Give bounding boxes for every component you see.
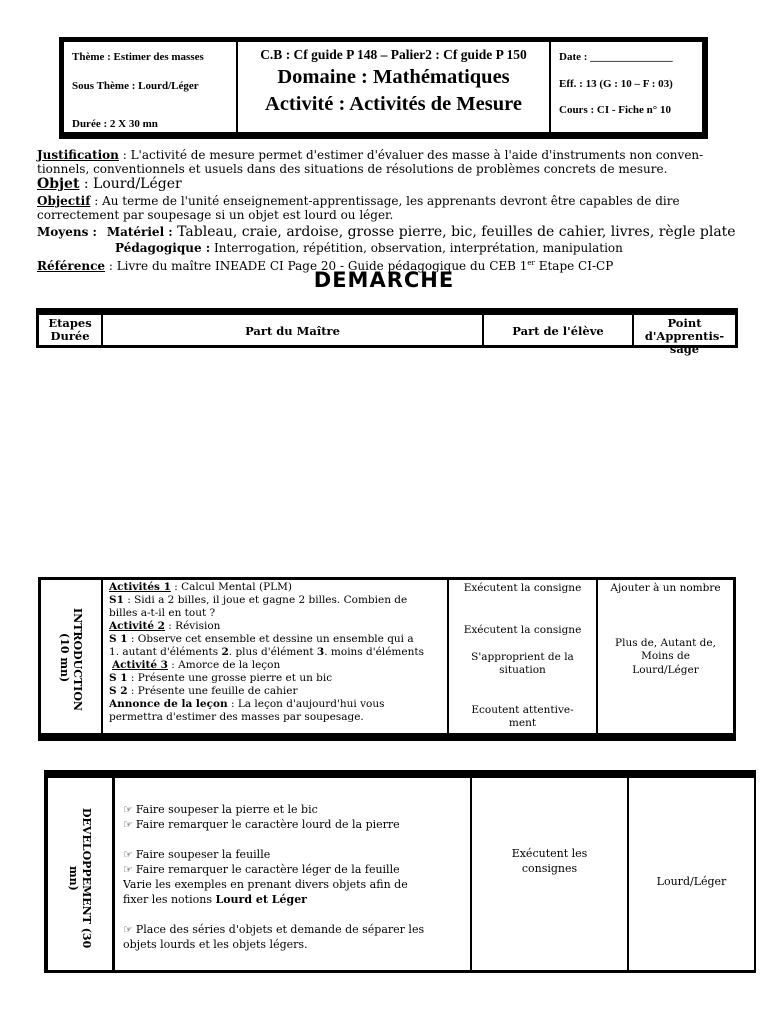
intro-eleve4 xyxy=(449,704,596,730)
text2: . plus d'élément xyxy=(228,646,317,658)
dev-line8: objets lourds et les objets légers. xyxy=(123,938,308,951)
intro-label-text: INTRODUCTION xyxy=(71,608,84,711)
dev-label-cell xyxy=(48,778,114,970)
objet-line xyxy=(37,177,182,191)
cours-text: Cours : CI - Fiche n° 10 xyxy=(559,104,671,116)
a2-s1-line2 xyxy=(109,646,447,659)
intro-eleve1: Exécutent la consigne xyxy=(463,582,582,594)
dev-line7: Place des séries d'objets et demande de séparer les xyxy=(135,923,425,936)
intro-point-cell xyxy=(598,580,733,733)
theme-text: Thème : Estimer des masses xyxy=(72,51,204,63)
dev-maitre-cell xyxy=(114,778,472,970)
justification-label: Justification xyxy=(37,148,119,162)
eff-text: Eff. : 13 (G : 10 – F : 03) xyxy=(559,78,673,90)
dev-line5: Varie les exemples en prenant divers objets afin de xyxy=(123,878,408,891)
annonce-text: : La leçon d'aujourd'hui vous xyxy=(227,698,385,710)
dev-line1: Faire soupeser la pierre et le bic xyxy=(135,803,318,816)
justification-line1 xyxy=(37,148,703,162)
dev-point: Lourd/Léger xyxy=(656,875,727,888)
annonce-label: Annonce de la leçon xyxy=(109,698,228,710)
materiel-value: Tableau, craie, ardoise, grosse pierre, bic, feuilles de cahier, livres, règle plate xyxy=(172,224,736,240)
intro-eleve2: Exécutent la consigne xyxy=(463,624,582,636)
intro-eleve4a: Ecoutent attentive- xyxy=(471,704,574,716)
pedagogique-line xyxy=(115,241,623,255)
intro-duration: (10 mn) xyxy=(58,633,71,683)
domaine-title: Domaine : Mathématiques xyxy=(277,66,510,88)
header-point1: Point d'Apprentis- xyxy=(644,316,725,343)
a3-s1-label: S 1 xyxy=(109,672,128,684)
dev-eleve1: Exécutent les xyxy=(511,847,588,860)
a3-s2-text: : Présente une feuille de cahier xyxy=(127,685,298,697)
header-point-cell xyxy=(634,315,735,356)
dev-line2: Faire remarquer le caractère lourd de la pierre xyxy=(135,818,400,831)
reference-value: : Livre du maître INEADE CI Page 20 - Guide pédagogique du CEB 1 xyxy=(105,259,528,273)
intro-eleve3 xyxy=(449,651,596,677)
objectif-line2: correctement par soupesage si un objet est lourd ou léger. xyxy=(37,208,394,222)
pointing-hand-icon: ☞ xyxy=(123,923,133,936)
table-header xyxy=(36,308,738,356)
header-title-cell xyxy=(238,42,551,132)
activite1-rest: : Calcul Mental (PLM) xyxy=(170,581,292,593)
text1: . autant d'éléments xyxy=(115,646,222,658)
duree-text: Durée : 2 X 30 mn xyxy=(72,118,158,130)
num1: 1 xyxy=(109,646,116,658)
dev-line6a: fixer les notions xyxy=(123,893,216,906)
header-duree: Durée xyxy=(50,329,90,343)
date-text: Date : _______________ xyxy=(559,51,673,63)
intro-point2a: Plus de, Autant de, xyxy=(615,637,716,649)
objet-value: : Lourd/Léger xyxy=(79,176,182,192)
header-etapes-cell xyxy=(39,315,103,345)
intro-maitre-cell xyxy=(103,580,449,733)
activite1-title: Activités 1 xyxy=(109,581,171,593)
dev-duration: mn) xyxy=(67,865,80,891)
pointing-hand-icon: ☞ xyxy=(123,803,133,816)
intro-point2b: Moins de xyxy=(641,650,690,662)
activite-title: Activité : Activités de Mesure xyxy=(265,93,522,115)
text3: . moins d'éléments xyxy=(324,646,424,658)
activite3-rest: : Amorce de la leçon xyxy=(167,659,281,671)
intro-eleve3a: S'approprient de la xyxy=(471,651,574,663)
reference-label: Référence xyxy=(37,259,106,273)
dev-table xyxy=(44,770,756,973)
reference-tail: Etape CI-CP xyxy=(534,259,614,273)
moyens-label: Moyens : xyxy=(37,225,97,239)
dev-line6b: Lourd et Léger xyxy=(215,893,307,906)
activite2-title: Activité 2 xyxy=(109,620,165,632)
justification-line2: tionnels, conventionnels et usuels dans des situations de résolutions de problèmes concrets de mesure. xyxy=(37,162,668,176)
num3: 3 xyxy=(316,646,325,658)
dev-point-cell xyxy=(629,778,756,970)
justification-text: : L'activité de mesure permet d'estimer d'évaluer des masse à l'aide d'instruments non conven- xyxy=(118,148,704,162)
activite3-title: Activité 3 xyxy=(112,659,168,671)
pedagogique-label: Pédagogique : xyxy=(115,241,211,255)
pedagogique-value: Interrogation, répétition, observation, interprétation, manipulation xyxy=(210,241,623,255)
a2-s1-label: S 1 xyxy=(109,633,128,645)
header-eleve: Part de l'élève xyxy=(484,315,634,345)
pointing-hand-icon: ☞ xyxy=(123,818,133,831)
intro-eleve3b: situation xyxy=(499,664,546,676)
dev-line3: Faire soupeser la feuille xyxy=(135,848,271,861)
header-point2: sage xyxy=(669,342,700,356)
intro-point1: Ajouter à un nombre xyxy=(610,582,721,594)
intro-eleve4b: ment xyxy=(508,717,537,729)
pointing-hand-icon: ☞ xyxy=(123,863,133,876)
objectif-label: Objectif xyxy=(37,194,91,208)
sous-theme-text: Sous Thème : Lourd/Léger xyxy=(72,80,199,92)
intro-table xyxy=(38,577,736,741)
header-info-cell xyxy=(551,42,702,132)
objet-label: Objet xyxy=(37,176,80,192)
cb-text: C.B : Cf guide P 148 – Palier2 : Cf guide P 150 xyxy=(260,47,527,62)
intro-label-cell xyxy=(41,580,103,733)
a2-s1-text: : Observe cet ensemble et dessine un ensemble qui a xyxy=(127,633,414,645)
demarche-title: DEMARCHE xyxy=(313,268,455,292)
pointing-hand-icon: ☞ xyxy=(123,848,133,861)
dev-label-text: DEVELOPPEMENT (30 xyxy=(80,807,93,949)
dev-label xyxy=(67,798,93,958)
a3-s1-text: : Présente une grosse pierre et un bic xyxy=(127,672,333,684)
objectif-line1 xyxy=(37,194,680,208)
s1-label: S1 xyxy=(109,594,124,606)
intro-point2 xyxy=(598,637,733,663)
a3-s2-label: S 2 xyxy=(109,685,128,697)
intro-label xyxy=(58,608,84,711)
header-etapes: Etapes xyxy=(48,316,92,330)
s1-text: : Sidi a 2 billes, il joue et gagne 2 billes. Combien de xyxy=(123,594,408,606)
objectif-text: : Au terme de l'unité enseignement-apprentissage, les apprenants devront être capables de dire xyxy=(90,194,680,208)
dev-eleve2: consignes xyxy=(521,862,578,875)
s1-text2: billes a-t-il en tout ? xyxy=(109,607,216,619)
materiel-label: Matériel : xyxy=(106,225,173,239)
dev-line4: Faire remarquer le caractère léger de la feuille xyxy=(135,863,400,876)
activite2-rest: : Révision xyxy=(164,620,221,632)
header-theme-cell xyxy=(64,42,238,132)
header-maitre: Part du Maître xyxy=(103,315,484,345)
moyens-line xyxy=(37,225,736,239)
header-box xyxy=(59,37,708,139)
dev-eleve-cell xyxy=(472,778,629,970)
annonce-text2: permettra d'estimer des masses par soupesage. xyxy=(109,711,364,723)
intro-point3: Lourd/Léger xyxy=(632,664,699,676)
reference-sup: er xyxy=(527,259,535,267)
num2: 2 xyxy=(221,646,229,658)
intro-eleve-cell xyxy=(449,580,598,733)
